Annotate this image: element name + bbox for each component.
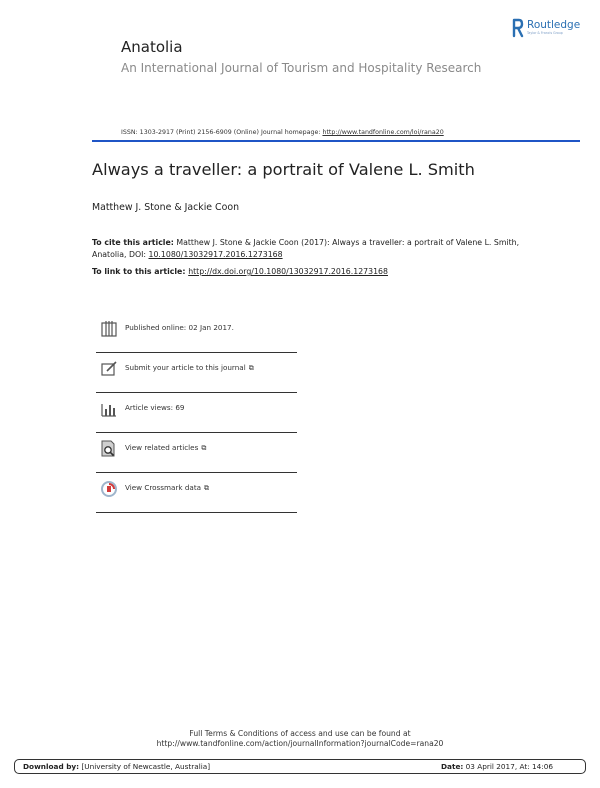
info-row-published [96, 312, 297, 353]
publisher-name: Routledge [527, 19, 581, 31]
download-date-value: 03 April 2017, At: 14:06 [463, 762, 554, 771]
download-date-label: Date: [441, 762, 464, 771]
citation-block [92, 237, 532, 260]
related-articles-link[interactable] [125, 443, 206, 453]
article-title: Always a traveller: a portrait of Valene L. Smith [92, 160, 475, 179]
download-date [441, 762, 553, 771]
crossmark-link[interactable] [125, 483, 209, 493]
external-link-icon: ⧉ [248, 364, 254, 372]
downloaded-by-label: Download by: [23, 762, 80, 771]
issn-line [121, 129, 444, 136]
doi-link[interactable]: 10.1080/13032917.2016.1273168 [148, 249, 283, 259]
publisher-logo[interactable] [512, 18, 592, 40]
cite-text: Matthew J. Stone & Jackie Coon (2017): Always a traveller: a portrait of Valene L. Smith, Anatolia, DOI: [92, 238, 520, 259]
article-authors: Matthew J. Stone & Jackie Coon [92, 202, 240, 213]
info-row-related[interactable] [96, 432, 297, 473]
submit-article-label: Submit your article to this journal [125, 363, 246, 372]
header-divider [92, 140, 580, 142]
bar-chart-icon [100, 400, 118, 418]
edit-icon [100, 360, 118, 378]
cite-label: To cite this article: [92, 238, 174, 247]
crossmark-label: View Crossmark data [125, 483, 202, 492]
footer-terms-line-1: Full Terms & Conditions of access and use can be found at [189, 729, 411, 738]
article-url-link[interactable]: http://dx.doi.org/10.1080/13032917.2016.1273168 [188, 267, 388, 276]
footer-terms-url[interactable]: http://www.tandfonline.com/action/journalInformation?journalCode=rana20 [156, 739, 444, 748]
journal-title: Anatolia [121, 38, 183, 56]
related-articles-label: View related articles [125, 443, 199, 452]
related-search-icon [100, 440, 118, 458]
link-label: To link to this article: [92, 267, 189, 276]
info-row-crossmark[interactable] [96, 472, 297, 513]
downloaded-by-value: [University of Newcastle, Australia] [79, 762, 211, 771]
info-row-views [96, 392, 297, 433]
submit-article-link[interactable] [125, 363, 254, 373]
crossmark-icon [100, 480, 118, 498]
publisher-tagline: Taylor & Francis Group [527, 31, 563, 35]
issn-text: ISSN: 1303-2917 (Print) 2156-6909 (Online) Journal homepage: [121, 129, 323, 136]
info-row-submit[interactable] [96, 352, 297, 393]
calendar-icon [100, 320, 118, 338]
link-block [92, 267, 388, 276]
published-date: Published online: 02 Jan 2017. [125, 323, 234, 332]
routledge-r-icon [512, 18, 524, 38]
journal-homepage-link[interactable]: http://www.tandfonline.com/loi/rana20 [322, 129, 444, 136]
download-info-bar [14, 759, 586, 774]
journal-subtitle: An International Journal of Tourism and Hospitality Research [121, 61, 482, 75]
downloaded-by [23, 762, 210, 771]
external-link-icon: ⧉ [201, 444, 207, 452]
external-link-icon: ⧉ [204, 484, 210, 492]
article-views: Article views: 69 [125, 403, 185, 412]
